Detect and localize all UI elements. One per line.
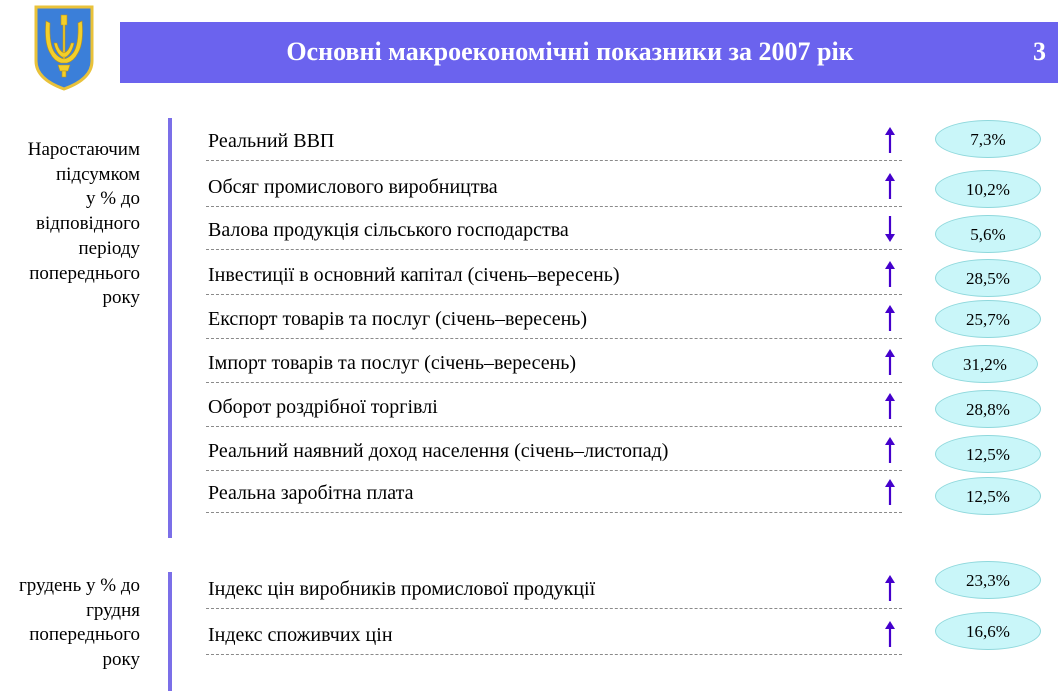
indicator-row [206, 122, 902, 161]
indicator-row [206, 338, 902, 383]
arrow-up-icon [881, 348, 899, 376]
arrow-up-icon [881, 392, 899, 420]
indicator-label: Реальний ВВП [208, 130, 335, 152]
value-badge: 23,3% [935, 561, 1041, 599]
indicator-label: Реальна заробітна плата [208, 482, 414, 504]
value-badge: 25,7% [935, 300, 1041, 338]
indicator-label: Оборот роздрібної торгівлі [208, 396, 438, 418]
value-badge: 28,8% [935, 390, 1041, 428]
trident-emblem-icon [32, 3, 96, 91]
indicator-row [206, 470, 902, 513]
arrow-down-icon [881, 215, 899, 243]
section2-divider [168, 572, 172, 691]
arrow-up-icon [881, 436, 899, 464]
value-badge: 7,3% [935, 120, 1041, 158]
arrow-up-icon [881, 574, 899, 602]
section1-label: Наростаючим підсумком у % до відповідного періоду попереднього року [27, 139, 140, 309]
value-badge: 28,5% [935, 259, 1041, 297]
arrow-up-icon [881, 478, 899, 506]
value-badge: 16,6% [935, 612, 1041, 650]
page-title: Основні макроекономічні показники за 2007 рік [286, 37, 854, 66]
value-badge: 5,6% [935, 215, 1041, 253]
section1-divider [168, 118, 172, 538]
indicator-label: Обсяг промислового виробництва [208, 176, 498, 198]
indicator-label: Реальний наявний доход населення (січень–листопад) [208, 440, 669, 462]
indicator-row [206, 250, 902, 295]
value-badge: 12,5% [935, 477, 1041, 515]
indicator-row [206, 382, 902, 427]
value-badge: 10,2% [935, 170, 1041, 208]
indicator-row [206, 566, 902, 609]
arrow-up-icon [881, 260, 899, 288]
indicator-label: Експорт товарів та послуг (січень–вересень) [208, 308, 588, 330]
indicator-row [206, 612, 902, 655]
indicator-label: Інвестиції в основний капітал (січень–вересень) [208, 264, 620, 286]
section2-label: грудень у % до грудня попереднього року [18, 575, 140, 671]
arrow-up-icon [881, 172, 899, 200]
value-badge: 12,5% [935, 435, 1041, 473]
indicator-label: Імпорт товарів та послуг (січень–вересень) [208, 352, 577, 374]
indicator-row [206, 162, 902, 207]
indicator-label: Індекс споживчих цін [208, 624, 393, 646]
indicator-row [206, 205, 902, 250]
arrow-up-icon [881, 620, 899, 648]
slide-number: 3 [1033, 37, 1046, 66]
indicator-row [206, 426, 902, 471]
indicator-label: Індекс цін виробників промислової продукції [208, 578, 596, 600]
arrow-up-icon [881, 126, 899, 154]
indicator-row [206, 294, 902, 339]
indicator-label: Валова продукція сільського господарства [208, 219, 569, 241]
value-badge: 31,2% [932, 345, 1038, 383]
title-bar [120, 22, 1058, 83]
arrow-up-icon [881, 304, 899, 332]
